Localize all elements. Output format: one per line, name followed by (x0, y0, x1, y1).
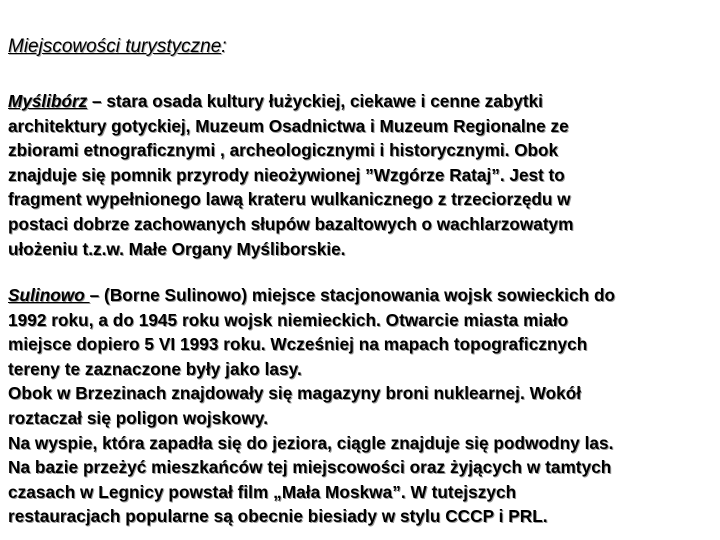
sulinowo-line-1-text: – (Borne Sulinowo) miejsce stacjonowania wojsk sowieckich do (89, 285, 616, 305)
mysliborz-line-6: postaci dobrze zachowanych słupów bazaltowych o wachlarzowatym (8, 213, 574, 234)
mysliborz-line-7: ułożeniu t.z.w. Małe Organy Myśliborskie. (8, 238, 346, 259)
sulinowo-line-8: Na bazie przeżyć mieszkańców tej miejscowości oraz żyjących w tamtych (8, 457, 612, 478)
sulinowo-line-3: miejsce dopiero 5 VI 1993 roku. Wcześniej na mapach topograficznych (8, 334, 588, 355)
sulinowo-line-4: tereny te zaznaczone były jako lasy. (8, 358, 302, 379)
slide-title-colon: : (221, 36, 227, 57)
mysliborz-line-1-text: – stara osada kultury łużyckiej, ciekawe i cenne zabytki (87, 91, 543, 111)
mysliborz-line-2: architektury gotyckiej, Muzeum Osadnictwa i Muzeum Regionalne ze (8, 115, 569, 136)
mysliborz-line-1 (8, 89, 714, 114)
sulinowo-line-5: Obok w Brzezinach znajdowały się magazyny broni nuklearnej. Wokół (8, 383, 582, 404)
sulinowo-line-1 (8, 283, 714, 308)
mysliborz-name: Myślibórz (8, 91, 88, 111)
sulinowo-line-2: 1992 roku, a do 1945 roku wojsk niemieckich. Otwarcie miasta miało (8, 309, 569, 330)
mysliborz-line-4: znajduje się pomnik przyrody nieożywionej ”Wzgórze Rataj”. Jest to (8, 164, 565, 185)
sulinowo-line-9: czasach w Legnicy powstał film „Mała Moskwa”. W tutejszych (8, 481, 517, 502)
slide-title-text: Miejscowości turystyczne (8, 36, 222, 57)
sulinowo-line-10: restauracjach popularne są obecnie biesiady w stylu CCCP i PRL. (8, 506, 548, 527)
sulinowo-name: Sulinowo (8, 285, 90, 305)
sulinowo-line-7: Na wyspie, która zapadła się do jeziora, ciągle znajduje się podwodny las. (8, 432, 614, 453)
sulinowo-line-6: roztaczał się poligon wojskowy. (8, 407, 269, 428)
sulinowo-paragraph (8, 283, 714, 529)
slide-title (8, 36, 227, 58)
mysliborz-line-5: fragment wypełnionego lawą krateru wulkanicznego z trzeciorzędu w (8, 189, 571, 210)
mysliborz-paragraph (8, 89, 714, 261)
mysliborz-line-3: zbiorami etnograficznymi , archeologicznymi i historycznymi. Obok (8, 140, 559, 161)
